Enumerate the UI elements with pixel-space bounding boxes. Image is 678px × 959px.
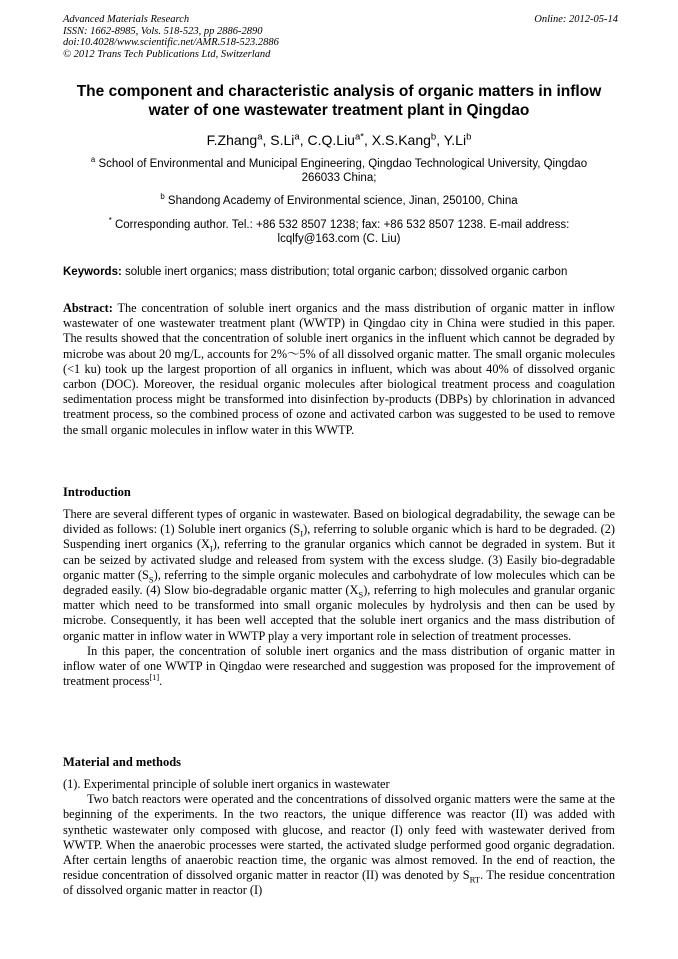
author-name: C.Q.Liu [307, 132, 355, 148]
online-date: Online: 2012-05-14 [534, 14, 618, 25]
abstract-text: The concentration of soluble inert organics and the mass distribution of organic matter in inflow wastewater of one wastewater treatment plant (WWTP) in Qingdao city in China were studied in this paper. The results showed that the concentration of soluble inert organics in the influent which cannot be degraded by microbe was about 20 mg/L, accounts for 2%～5% of all dissolved organic matter. The small organic molecules (<1 ku) took up the largest proportion of all organics in influent, which was about 40% of dissolved organic carbon (DOC). Moreover, the residual organic molecules after biological treatment process and coagulation sedimentation process might be transformed into disinfection by-products (DBPs) by chlorination in advanced treatment process, so the combined process of ozone and activated carbon was suggested to be used to remove the small organic molecules in inflow water in this WWTP. [63, 301, 615, 437]
abstract [63, 301, 615, 438]
affiliation-b [40, 194, 638, 208]
affil-a-line-2: 266033 China; [301, 172, 377, 184]
subscript: I [300, 528, 304, 539]
text-run: ), referring to soluble organic which is hard to be degraded. (2) Suspending inert organics (X [63, 522, 615, 552]
affil-mark: * [108, 216, 112, 226]
methods-paragraph-1 [63, 792, 615, 898]
text-run: ), referring to high molecules and granular organic matter which need to be transformed into small organic molecules by hydrolysis and then can be used by microbe. Consequently, it has been well accepted that the soluble inert organics and the mass distribution of organic matter in inflow water in WWTP play a very important role in selection of treatment processes. [63, 583, 615, 643]
text-run: . The residue concentration of dissolved organic matter in reactor (I) [63, 868, 615, 898]
author-name: S.Li [270, 132, 295, 148]
corresponding-line-1: Corresponding author. Tel.: +86 532 8507 1238; fax: +86 532 8507 1238. E-mail address: [114, 219, 570, 231]
author-affil-mark: b [430, 131, 437, 143]
author-name: X.S.Kang [371, 132, 431, 148]
journal-name: Advanced Materials Research [63, 14, 190, 25]
text-run: ), referring to the granular organics which cannot be degraded in system. But it can be seized by activated sludge and released from system with the excess sludge. (3) Easily bio-degradable organic matter (S [63, 537, 616, 582]
introduction-body [63, 507, 615, 689]
author-list: F.Zhang$^a$, S.Li$^a$, C.Q.Liu$^{a*}$, X.S.Kang$^b$, Y.Li$^b$ [206, 131, 472, 148]
introduction-paragraph-1 [63, 507, 615, 644]
introduction-paragraph-2 [63, 644, 615, 690]
title-line-2: water of one wastewater treatment plant in Qingdao [148, 102, 530, 119]
affil-b-text: Shandong Academy of Environmental science, Jinan, 250100, China [167, 195, 518, 207]
subscript: RT [469, 874, 481, 885]
subscript: I [209, 543, 213, 554]
subscript: S [148, 574, 154, 585]
author-affil-mark: a* [354, 131, 364, 143]
methods-heading: Material and methods [63, 755, 182, 769]
keywords-text: soluble inert organics; mass distribution; total organic carbon; dissolved organic carbon [125, 266, 568, 278]
citation-ref[interactable]: [1] [149, 673, 160, 683]
affil-a-line-1: School of Environmental and Municipal Engineering, Qingdao Technological University, Qingdao [98, 158, 588, 170]
text-run: ), referring to the simple organic molecules and carbohydrate of low molecules which can be degraded easily. (4) Slow bio-degradable organic matter (X [63, 567, 615, 598]
affiliation-a [40, 157, 638, 185]
abstract-label: Abstract: [63, 301, 113, 315]
doi-line: doi:10.4028/www.scientific.net/AMR.518-523.2886 [63, 37, 279, 48]
author-affil-mark: a [294, 131, 300, 143]
text-run: Two batch reactors were operated and the concentrations of dissolved organic matters were the same at the beginning of the experiments. In the two reactors, the unique difference was reactor (II) was added with synthetic wastewater only composed with glucose, and reactor (I) only feed with wastewater derived from WWTP. When the anaerobic processes were started, the activated sludge performed good organic degradation. After certain lengths of anaerobic reaction time, the organic was almost removed. In the end of reaction, the residue concentration of dissolved organic matter in reactor (II) was denoted by S [63, 792, 615, 883]
methods-body [63, 777, 615, 899]
corresponding-author [40, 218, 638, 246]
text-run: There are several different types of organic in wastewater. Based on biological degradability, the sewage can be divided as follows: (1) Soluble inert organics (S [63, 507, 615, 537]
paper-title [40, 82, 638, 120]
corresponding-email: lcqlfy@163.com (C. Liu) [277, 233, 401, 245]
title-line-1: The component and characteristic analysis of organic matters in inflow [76, 83, 602, 100]
text-run: . [159, 674, 163, 689]
author-name: Y.Li [443, 132, 467, 148]
affil-mark: b [160, 192, 165, 202]
keywords [63, 265, 618, 279]
issn-line: ISSN: 1662-8985, Vols. 518-523, pp 2886-2890 [63, 25, 263, 37]
copyright-line: © 2012 Trans Tech Publications Ltd, Switzerland [63, 48, 271, 60]
subscript: S [358, 589, 364, 600]
running-header [63, 14, 618, 60]
methods-subheading: (1). Experimental principle of soluble inert organics in wastewater [63, 777, 390, 791]
introduction-heading: Introduction [63, 485, 131, 499]
author-affil-mark: b [466, 131, 472, 143]
keywords-label: Keywords: [63, 266, 122, 278]
text-run: In this paper, the concentration of soluble inert organics and the mass distribution of organic matter in inflow water of one WWTP in Qingdao were researched and suggestion was proposed for the improvement of treatment process [63, 643, 615, 689]
author-affil-mark: a [257, 131, 263, 143]
author-name: F.Zhang [206, 132, 258, 148]
affil-mark: a [90, 155, 96, 165]
